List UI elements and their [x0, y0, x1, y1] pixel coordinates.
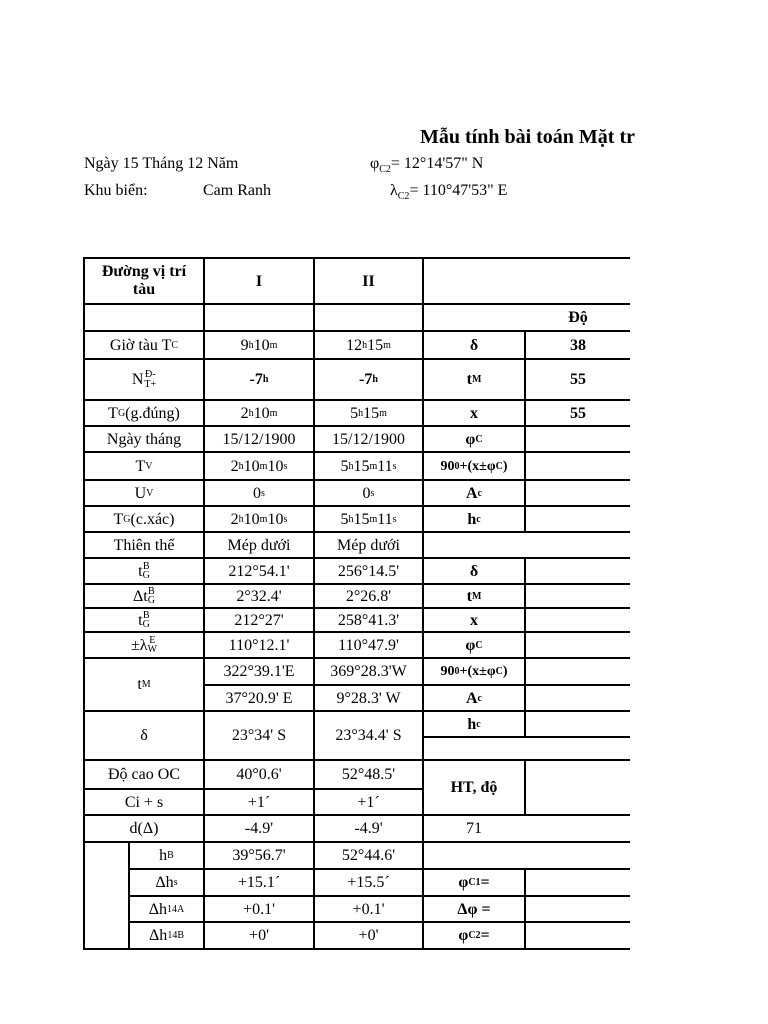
document-title: Mẫu tính bài toán Mặt tr — [420, 126, 635, 148]
area-label: Khu biển: — [84, 182, 148, 199]
row-label-tg-dung: T G (g.đúng) — [108, 404, 180, 422]
cell-delta-1: 23°34' S — [231, 727, 287, 744]
longitude-readout: $\lambda_{C2}= 110^\circ 47'53$" E — [390, 182, 508, 203]
cell-n-1: -7 h — [249, 371, 269, 388]
cell-tm-2b: 9°28.3' W — [336, 689, 401, 707]
date-text: Ngày 15 Tháng 12 Năm — [84, 155, 239, 172]
cell-dh14b-2: +0' — [358, 927, 379, 944]
label-phic-2: φ C — [465, 636, 483, 654]
cell-tg-b2-1: 212°27' — [234, 611, 284, 629]
row-label-ngay-thang: Ngày tháng — [106, 430, 182, 448]
label-x-2: x — [470, 611, 478, 629]
cell-do-cao-2: 52°48.5' — [341, 766, 396, 783]
cell-tg-cxac-1: 2 h 10 m 10 s — [230, 510, 288, 528]
cell-thien-the-2: Mép dưới — [337, 536, 400, 554]
cell-gio-tau-1: 9 h 10 m — [240, 336, 278, 354]
cell-ci-s-2: +1´ — [357, 793, 380, 811]
cell-hb-2: 52°44.6' — [341, 847, 396, 864]
row-label-dh14b: Δh 14B — [149, 927, 184, 944]
cell-tm-1a: 322°39.1'E — [223, 663, 295, 680]
latitude-readout: $\varphi_{C2}= 12^\circ 14'57$" N — [370, 155, 484, 176]
cell-lambda-2: 110°47.9' — [338, 636, 399, 654]
cell-lambda-1: 110°12.1' — [228, 636, 290, 654]
row-label-dhs: Δh s — [155, 874, 178, 891]
column-header-1: I — [255, 272, 263, 290]
row-label-tm: t M — [137, 676, 151, 693]
label-phic: φ C — [465, 430, 483, 448]
cell-do-cao-1: 40°0.6' — [236, 766, 282, 783]
label-hc-2: h c — [467, 715, 481, 733]
label-tm: t M — [466, 371, 482, 388]
label-ninety-formula-2: 90 0 +(x±φ C ) — [440, 664, 508, 679]
cell-tv-1: 2 h 10 m 10 s — [230, 457, 288, 475]
row-label-delta: δ — [140, 727, 148, 744]
cell-ngay-thang-2: 15/12/1900 — [332, 430, 405, 448]
cell-tg-b-2: 256°14.5' — [337, 562, 400, 580]
cell-hb-1: 39°56.7' — [232, 847, 286, 864]
label-tm-2: t M — [466, 587, 482, 605]
row-label-ci-s: Ci + s — [124, 793, 164, 811]
value-x-do: 55 — [570, 404, 586, 422]
row-label-uv: U V — [134, 484, 154, 502]
label-ac: A c — [465, 484, 482, 502]
label-delta-2: δ — [469, 562, 479, 580]
cell-tm-2a: 369°28.3'W — [330, 663, 407, 680]
row-label-tg-cxac: T G (c.xác) — [113, 510, 175, 528]
cell-dhs-1: +15.1´ — [237, 874, 281, 891]
label-ninety-formula: 90 0 +(x±φ C ) — [440, 458, 508, 474]
label-delta: δ — [469, 336, 479, 354]
row-label-n: N Đ- T+ — [131, 368, 157, 390]
cell-dh14b-1: +0' — [249, 927, 269, 944]
row-label-d-delta: d(Δ) — [129, 820, 159, 837]
cell-dh14a-1: +0.1' — [243, 900, 275, 918]
label-x: x — [470, 404, 478, 422]
cell-tg-b2-2: 258°41.3' — [337, 611, 400, 629]
cell-tg-dung-2: 5 h 15 m — [350, 404, 387, 422]
row-label-tg-b: t B G — [138, 561, 150, 581]
label-phic2: φ C2 = — [458, 927, 490, 944]
label-ac-2: A c — [465, 689, 482, 707]
cell-uv-1: 0 s — [253, 484, 265, 502]
value-delta-do: 38 — [570, 336, 586, 354]
column-header-2: II — [362, 272, 375, 290]
row-label-lambda: ±λ E W — [131, 635, 157, 655]
cell-ci-s-1: +1´ — [247, 793, 271, 811]
cell-d-delta-2: -4.9' — [354, 820, 383, 837]
value-tm-do: 55 — [570, 371, 586, 388]
cell-tg-b-1: 212°54.1' — [228, 562, 290, 580]
row-label-tv: T V — [135, 457, 153, 475]
cell-dhs-2: +15.5´ — [347, 874, 390, 891]
cell-uv-2: 0 s — [362, 484, 375, 502]
row-label-tg-b2: t B G — [138, 610, 150, 630]
cell-thien-the-1: Mép dưới — [227, 536, 291, 554]
cell-tg-cxac-2: 5 h 15 m 11 s — [340, 510, 397, 528]
column-header-do: Độ — [568, 309, 588, 326]
cell-d-delta-1: -4.9' — [244, 820, 274, 837]
row-label-dh14a: Δh 14A — [148, 900, 185, 918]
cell-tv-2: 5 h 15 m 11 s — [340, 457, 397, 475]
label-dphi: Δφ = — [457, 900, 491, 918]
cell-d-delta-3: 71 — [466, 820, 482, 837]
label-ht-do: HT, độ — [450, 779, 498, 796]
label-phic1: φ C1 = — [458, 874, 490, 891]
area-value: Cam Ranh — [203, 182, 271, 199]
cell-n-2: -7 h — [359, 371, 378, 388]
cell-tg-dung-1: 2 h 10 m — [240, 404, 278, 422]
column-header-name: Đường vị trí tàu — [101, 263, 187, 298]
cell-dh14a-2: +0.1' — [352, 900, 385, 918]
label-hc: h c — [467, 510, 481, 528]
cell-tm-1b: 37°20.9' E — [225, 689, 293, 707]
row-label-dtg-b: Δt B G — [133, 586, 155, 606]
cell-gio-tau-2: 12 h 15 m — [346, 336, 391, 354]
cell-dtg-b-1: 2°32.4' — [236, 587, 282, 605]
cell-delta-2: 23°34.4' S — [335, 727, 402, 744]
row-label-gio-tau: Giờ tàu T C — [109, 336, 179, 354]
cell-ngay-thang-1: 15/12/1900 — [222, 430, 296, 448]
row-label-do-cao: Độ cao OC — [108, 766, 180, 783]
cell-dtg-b-2: 2°26.8' — [345, 587, 392, 605]
row-label-hb: h B — [159, 847, 174, 864]
row-label-thien-the: Thiên thể — [113, 536, 175, 554]
